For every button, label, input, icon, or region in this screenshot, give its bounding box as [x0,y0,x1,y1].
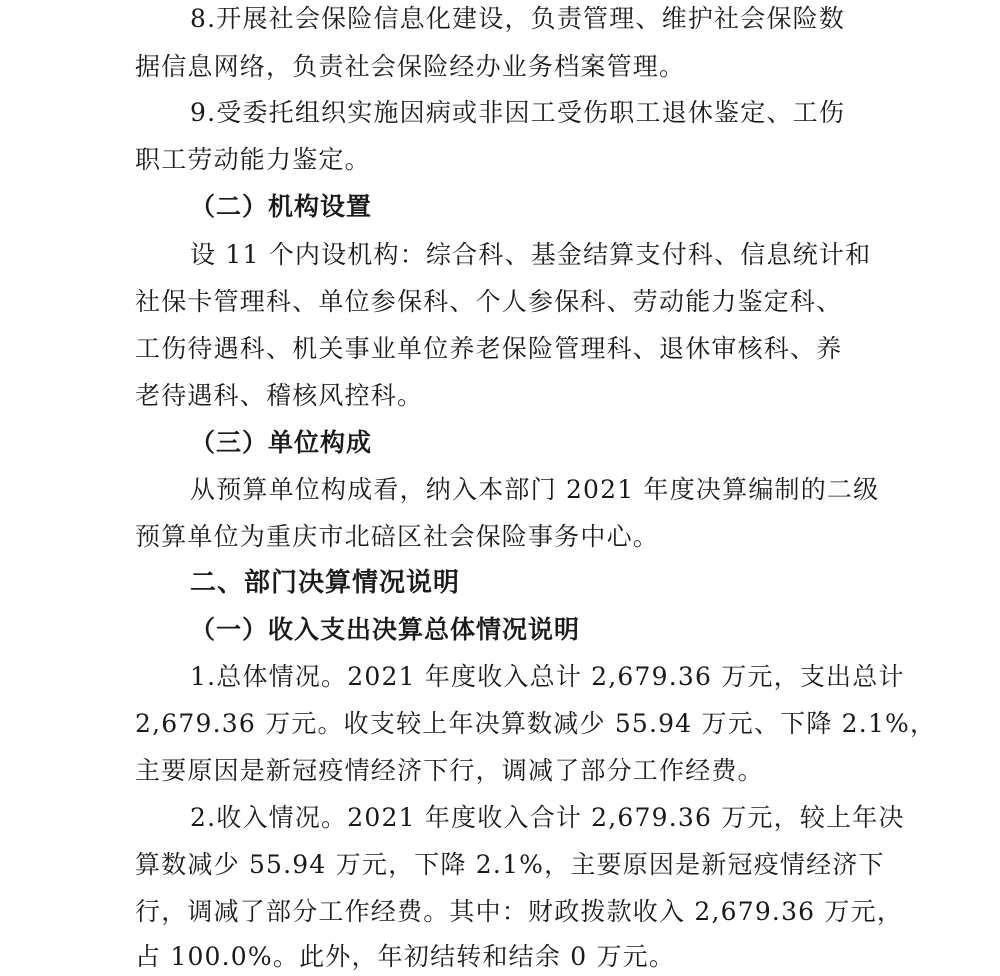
chapter-heading-final-accounts: 二、部门决算情况说明 [190,568,461,598]
paragraph-line-8-b: 据信息网络，负责社会保险经办业务档案管理。 [135,52,686,81]
overall-line-2: 2,679.36 万元。收支较上年决算数减少 55.94 万元、下降 2.1%， [135,709,937,738]
overall-line-1: 1.总体情况。2021 年度收入总计 2,679.36 万元，支出总计 [190,662,905,691]
income-line-1: 2.收入情况。2021 年度收入合计 2,679.36 万元，较上年决 [190,803,905,832]
unit-composition-line-1: 从预算单位构成看，纳入本部门 2021 年度决算编制的二级 [190,475,880,504]
overall-line-3: 主要原因是新冠疫情经济下行，调减了部分工作经费。 [135,756,764,785]
paragraph-line-9-a: 9.受委托组织实施因病或非因工受伤职工退休鉴定、工伤 [190,98,846,127]
paragraph-line-9-b: 职工劳动能力鉴定。 [135,145,371,174]
org-setup-line-4: 老待遇科、稽核风控科。 [135,381,424,410]
income-line-2: 算数减少 55.94 万元，下降 2.1%，主要原因是新冠疫情经济下 [135,850,885,879]
unit-composition-line-2: 预算单位为重庆市北碚区社会保险事务中心。 [135,522,660,551]
section-heading-unit-composition: （三）单位构成 [190,428,373,457]
section-heading-income-expense: （一）收入支出决算总体情况说明 [190,615,581,644]
paragraph-line-8-a: 8.开展社会保险信息化建设，负责管理、维护社会保险数 [190,4,846,33]
income-line-4: 占 100.0%。此外，年初结转和结余 0 万元。 [135,942,676,971]
org-setup-line-1: 设 11 个内设机构：综合科、基金结算支付科、信息统计和 [190,240,872,269]
section-heading-org-setup: （二）机构设置 [190,192,373,221]
org-setup-line-2: 社保卡管理科、单位参保科、个人参保科、劳动能力鉴定科、 [135,287,843,316]
org-setup-line-3: 工伤待遇科、机关事业单位养老保险管理科、退休审核科、养 [135,334,843,363]
income-line-3: 行，调减了部分工作经费。其中：财政拨款收入 2,679.36 万元， [135,897,904,926]
